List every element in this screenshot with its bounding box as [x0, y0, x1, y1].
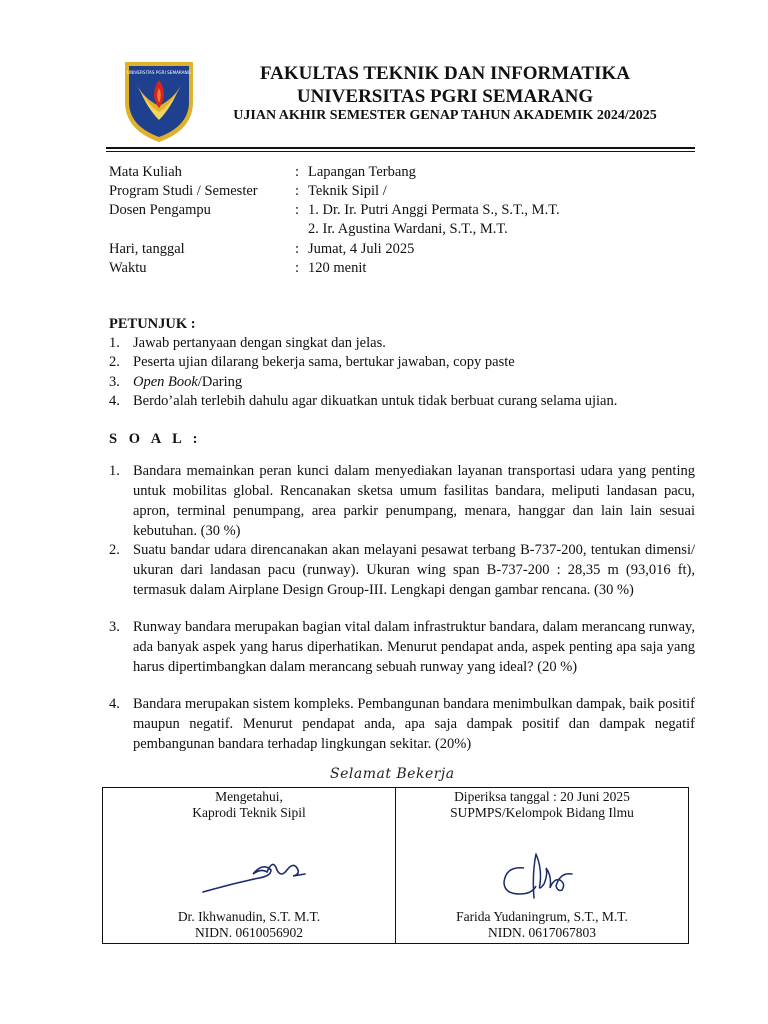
instructions-title: PETUNJUK : [109, 316, 196, 332]
question-1-text: Bandara memainkan peran kunci dalam menyediakan layanan transportasi udara yang penting untuk mobilitas global. Rencanakan sketsa umum fasilitas bandara, meliputi landasan pacu, apron, terminal penumpang, area parkir penumpang, menara, hanggar dan lain lain sesuai kebutuhan. (30 %) [133, 463, 695, 539]
questions-title: S O A L : [109, 431, 202, 447]
info-colon: : [295, 164, 300, 180]
info-value-date: Jumat, 4 Juli 2025 [308, 241, 415, 257]
header-rule-thick [106, 147, 695, 149]
question-number: 4. [109, 696, 120, 712]
info-label: Mata Kuliah [109, 164, 182, 180]
question-number: 3. [109, 619, 120, 635]
sig-left-name: Dr. Ikhwanudin, S.T. M.T. [177, 909, 321, 924]
info-value-lecturer-2: 2. Ir. Agustina Wardani, S.T., M.T. [308, 221, 508, 237]
logo-text: UNIVERSITAS PGRI SEMARANG [127, 70, 191, 75]
question-3-text: Runway bandara merupakan bagian vital dalam infrastruktur bandara, dalam merancang runway, ada banyak aspek yang harus diperhatikan. Menurut pendapat anda, aspek penting apa saja yang harus dipertimbangkan dalam merancang sebuah runway yang ideal? (20 %) [133, 619, 695, 675]
info-colon: : [295, 260, 300, 276]
instruction-item: Peserta ujian dilarang bekerja sama, bertukar jawaban, copy paste [133, 354, 515, 370]
sig-right-line1: Diperiksa tanggal : 20 Juni 2025 [454, 789, 630, 804]
exam-title: UJIAN AKHIR SEMESTER GENAP TAHUN AKADEMIK 2024/2025 [233, 108, 657, 123]
question-2-text: Suatu bandar udara direncanakan akan melayani pesawat terbang B-737-200, tentukan dimensi/ ukuran dari landasan pacu (runway). Ukuran wing span B-737-200 : 28,35 m (93,016 ft), termasuk dalam Airplane Design Group-III. Lengkapi dengan gambar rencana. (30 %) [133, 542, 695, 598]
sig-right-line2: SUPMPS/Kelompok Bidang Ilmu [450, 805, 634, 820]
signature-cell-right [396, 788, 689, 944]
info-label: Waktu [109, 260, 147, 276]
sig-left-line1: Mengetahui, [215, 789, 283, 804]
instruction-item [133, 372, 695, 392]
info-label: Hari, tanggal [109, 241, 185, 257]
info-value-program: Teknik Sipil / [308, 183, 387, 199]
info-value-course: Lapangan Terbang [308, 164, 416, 180]
info-value-lecturer-1: 1. Dr. Ir. Putri Anggi Permata S., S.T., M.T. [308, 202, 560, 218]
info-colon: : [295, 202, 300, 218]
instruction-number: 1. [109, 335, 120, 351]
instruction-number: 2. [109, 354, 120, 370]
instruction-open-book: Open Book [133, 374, 198, 390]
info-label: Dosen Pengampu [109, 202, 211, 218]
signature-cell-left [103, 788, 396, 944]
question-4-text: Bandara merupakan sistem kompleks. Pembangunan bandara menimbulkan dampak, baik positif maupun negatif. Menurut pendapat anda, apa saja dampak positif dan dampak negatif pembangunan bandara terhadap lingkungan sekitar. (20%) [133, 696, 695, 752]
info-label: Program Studi / Semester [109, 183, 258, 199]
info-colon: : [295, 183, 300, 199]
instruction-item: Berdo’alah terlebih dahulu agar dikuatkan untuk tidak berbuat curang selama ujian. [133, 393, 618, 409]
sig-right-id: NIDN. 0617067803 [488, 925, 596, 940]
info-colon: : [295, 241, 300, 257]
signature-table [102, 787, 689, 944]
instruction-item: Jawab pertanyaan dengan singkat dan jelas. [133, 335, 386, 351]
question-number: 2. [109, 542, 120, 558]
signature-right-icon [496, 848, 586, 908]
faculty-title: FAKULTAS TEKNIK DAN INFORMATIKA [259, 63, 631, 84]
instruction-number: 4. [109, 393, 120, 409]
info-value-duration: 120 menit [308, 260, 367, 276]
sig-right-name: Farida Yudaningrum, S.T., M.T. [456, 909, 628, 924]
header-rule-thin [106, 151, 695, 152]
sig-left-line2: Kaprodi Teknik Sipil [192, 805, 306, 820]
instruction-daring: /Daring [197, 374, 243, 390]
instruction-number: 3. [109, 374, 120, 390]
closing-text: Selamat Bekerja [330, 766, 455, 782]
sig-left-id: NIDN. 0610056902 [195, 925, 303, 940]
question-number: 1. [109, 463, 120, 479]
university-title: UNIVERSITAS PGRI SEMARANG [296, 86, 594, 107]
signature-left-icon [201, 848, 311, 898]
